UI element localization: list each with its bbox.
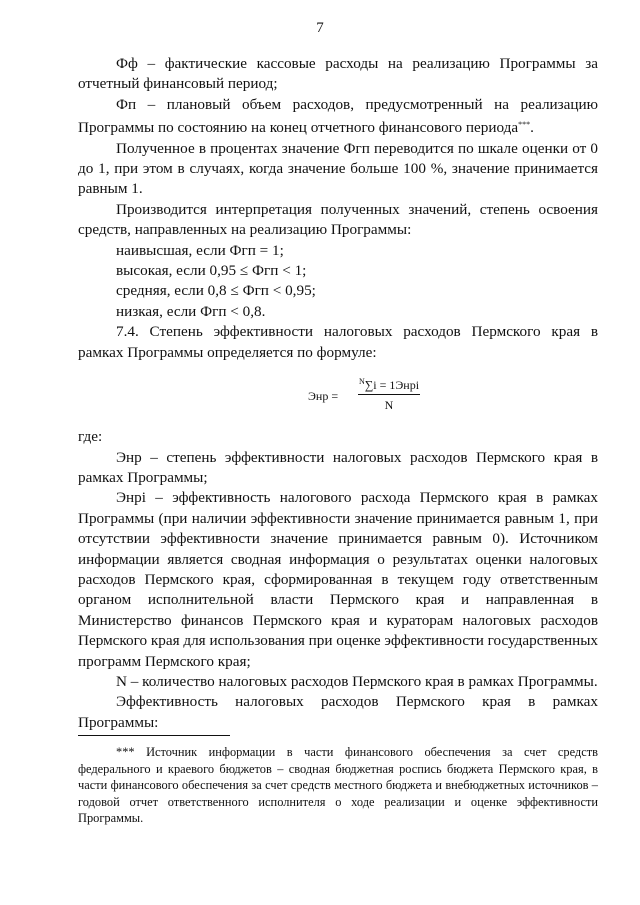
paragraph-fp-definition — [78, 95, 598, 139]
formula-denominator: N — [384, 398, 394, 413]
paragraph-percent-scale: Полученное в процентах значение Фгп переводится по шкале оценки от 0 до 1, при этом в случаях, когда значение больше 100 %, значение принимается равным 1. — [78, 139, 598, 198]
paragraph-n-definition: N – количество налоговых расходов Пермского края в рамках Программы. — [116, 672, 598, 690]
footnote-text: *** Источник информации в части финансового обеспечения за счет средств федерального и краевого бюджетов – сводная бюджетная роспись бюджета Пермского края, в части финансового обеспечения за счет средств местного бюджета и внебюджетных источников – годовой отчет ответственного исполнителя о ходе реализации и оценке эффективности Программы. — [78, 745, 598, 826]
fp-definition-text: Фп – плановый объем расходов, предусмотренный на реализацию Программы по состоянию на конец отчетного финансового периода — [78, 95, 598, 137]
page-number: 7 — [316, 20, 324, 36]
level-item: высокая, если 0,95 ≤ Фгп < 1; — [116, 262, 307, 280]
paragraph-enri-definition: Энрi – эффективность налогового расхода Пермского края в рамках Программы (при наличии эффективности значение принимается равным 1, при отсутствии эффективности значение принимается равным 0). Источником информации является сводная информация о результатах оценки налоговых расходов Пермского края, сформированная в текущем году ответственным органом исполнительной власти Пермского края и направленная в Министерство финансов Пермского края и кураторам налоговых расходов Пермского края для использования при оценке эффективности государственных программ Пермского края; — [78, 489, 598, 670]
formula-lhs: Энр = — [308, 389, 339, 404]
fp-definition-end: . — [530, 119, 534, 137]
label-gde: где: — [78, 428, 103, 446]
paragraph-efficiency: Эффективность налоговых расходов Пермского края в рамках Программы: — [78, 693, 598, 731]
formula-numerator-text: ∑i = 1Энрi — [364, 378, 420, 393]
footnote-marker: *** — [518, 120, 531, 130]
footnote-separator — [78, 735, 230, 736]
formula-fraction — [358, 375, 420, 412]
paragraph-7-4: 7.4. Степень эффективности налоговых расходов Пермского края в рамках Программы определяется по формуле: — [78, 323, 598, 361]
footnote — [78, 744, 598, 827]
formula-block — [78, 363, 598, 427]
paragraph-enr-definition: Энр – степень эффективности налоговых расходов Пермского края в рамках Программы; — [78, 448, 598, 486]
document-body — [78, 54, 598, 733]
level-item: низкая, если Фгп < 0,8. — [116, 302, 266, 320]
level-item: средняя, если 0,8 ≤ Фгп < 0,95; — [116, 282, 316, 300]
paragraph-ff-definition: Фф – фактические кассовые расходы на реализацию Программы за отчетный финансовый период; — [78, 55, 598, 93]
level-item: наивысшая, если Фгп = 1; — [116, 241, 284, 259]
sum-upper-limit: N — [358, 377, 365, 387]
formula-numerator — [358, 375, 420, 395]
level-list — [78, 241, 598, 323]
paragraph-interpretation: Производится интерпретация полученных значений, степень освоения средств, направленных на реализацию Программы: — [78, 200, 598, 239]
